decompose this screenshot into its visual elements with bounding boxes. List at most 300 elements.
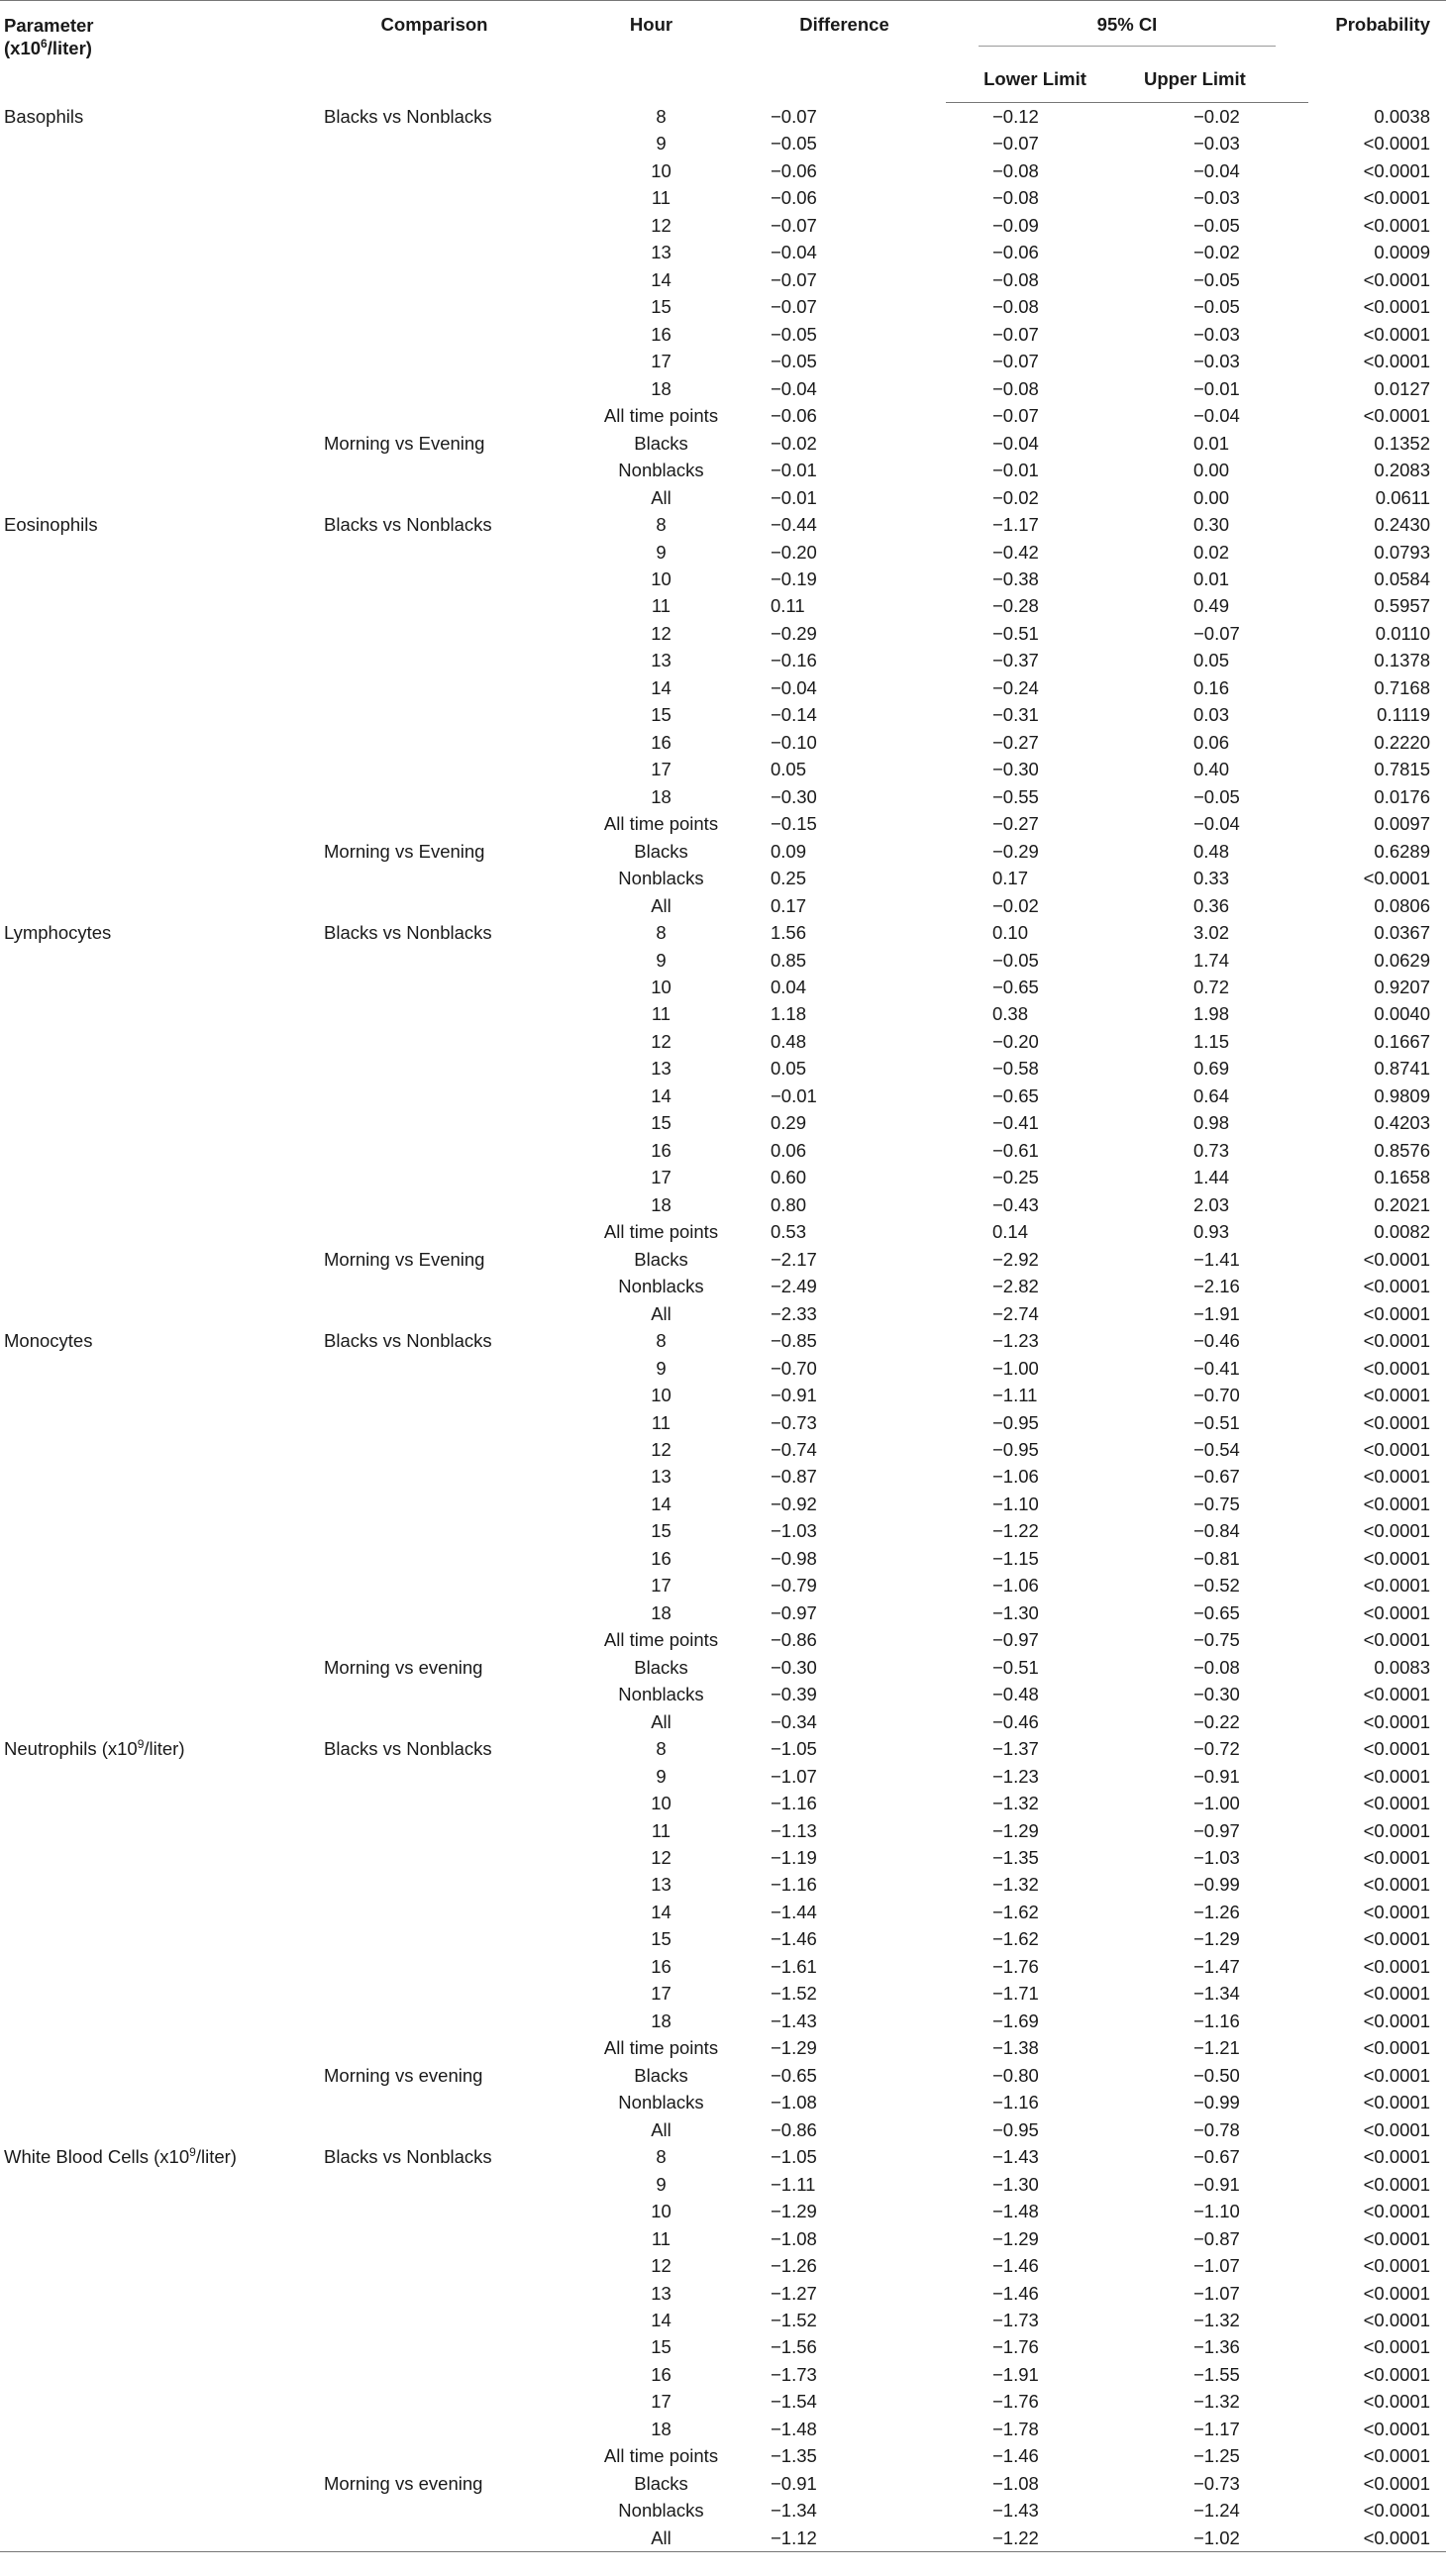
probability-cell: 0.0806 bbox=[1374, 894, 1430, 916]
lower-limit-cell: −1.29 bbox=[992, 1819, 1039, 1841]
upper-limit-cell: −0.91 bbox=[1193, 2173, 1240, 2195]
header-parameter-unit-exp: 6 bbox=[41, 36, 48, 51]
difference-cell: −0.39 bbox=[771, 1684, 817, 1705]
probability-cell: <0.0001 bbox=[1363, 2201, 1430, 2222]
parameter-label: Basophils bbox=[4, 105, 84, 127]
difference-cell: −0.07 bbox=[771, 105, 817, 127]
parameter-cell bbox=[0, 2497, 309, 2524]
comparison-cell bbox=[309, 1708, 560, 1735]
probability-cell: <0.0001 bbox=[1363, 1438, 1430, 1460]
difference-cell: −0.70 bbox=[771, 1357, 817, 1379]
comparison-cell bbox=[309, 239, 560, 265]
table-row bbox=[0, 1382, 1446, 1408]
lower-limit-cell: −0.41 bbox=[992, 1112, 1039, 1134]
comparison-cell: Morning vs evening bbox=[324, 2064, 483, 2086]
probability-cell: 0.1352 bbox=[1374, 432, 1430, 454]
parameter-cell bbox=[0, 1572, 309, 1598]
difference-cell: 0.04 bbox=[771, 977, 807, 997]
table-row bbox=[0, 674, 1446, 701]
lower-limit-cell: −1.11 bbox=[992, 1385, 1038, 1406]
parameter-cell bbox=[0, 674, 309, 701]
comparison-cell bbox=[309, 184, 560, 211]
header-lower-limit: Lower Limit bbox=[946, 52, 1124, 103]
parameter-cell bbox=[0, 1517, 309, 1544]
comparison-cell bbox=[309, 974, 560, 1000]
parameter-cell bbox=[0, 2171, 309, 2198]
upper-limit-cell: −0.75 bbox=[1193, 1629, 1240, 1651]
table-row bbox=[0, 947, 1446, 974]
probability-cell: 0.9207 bbox=[1374, 977, 1430, 997]
comparison-cell: Blacks vs Nonblacks bbox=[324, 1330, 492, 1352]
table-row bbox=[0, 1273, 1446, 1299]
probability-cell: <0.0001 bbox=[1363, 1901, 1430, 1922]
upper-limit-cell: −1.10 bbox=[1193, 2201, 1240, 2222]
probability-cell: <0.0001 bbox=[1363, 1302, 1430, 1324]
upper-limit-cell: 0.30 bbox=[1193, 514, 1230, 536]
lower-limit-cell: −1.30 bbox=[992, 1601, 1039, 1623]
upper-limit-cell: −0.78 bbox=[1193, 2118, 1240, 2140]
upper-limit-cell: −0.08 bbox=[1193, 1656, 1240, 1678]
upper-limit-cell: −0.97 bbox=[1193, 1819, 1240, 1841]
probability-cell: 0.0038 bbox=[1374, 105, 1430, 127]
upper-limit-cell: 0.73 bbox=[1193, 1139, 1230, 1161]
parameter-cell bbox=[0, 2252, 309, 2279]
upper-limit-cell: −0.05 bbox=[1193, 296, 1240, 318]
comparison-cell bbox=[309, 892, 560, 919]
table-row bbox=[0, 2524, 1446, 2552]
lower-limit-cell: −1.17 bbox=[992, 514, 1039, 536]
comparison-cell bbox=[309, 1572, 560, 1598]
table-row bbox=[0, 1246, 1446, 1273]
probability-cell: <0.0001 bbox=[1363, 2472, 1430, 2494]
parameter-unit-suffix: /liter) bbox=[195, 2146, 237, 2168]
parameter-cell bbox=[0, 484, 309, 511]
table-row bbox=[0, 1137, 1446, 1164]
parameter-cell bbox=[0, 1545, 309, 1572]
probability-cell: 0.1119 bbox=[1377, 704, 1430, 726]
hour-cell: Nonblacks bbox=[618, 2500, 704, 2522]
parameter-cell bbox=[0, 1599, 309, 1626]
lower-limit-cell: −0.43 bbox=[992, 1193, 1039, 1215]
hour-cell: 10 bbox=[651, 159, 671, 181]
upper-limit-cell: −1.47 bbox=[1193, 1955, 1240, 1977]
hour-cell: 15 bbox=[651, 1520, 671, 1542]
probability-cell: 0.0097 bbox=[1374, 813, 1430, 835]
table-row bbox=[0, 2034, 1446, 2061]
lower-limit-cell: −0.08 bbox=[992, 187, 1039, 209]
probability-cell: 0.7815 bbox=[1374, 759, 1430, 780]
upper-limit-cell: −0.99 bbox=[1193, 2092, 1240, 2113]
probability-cell: 0.0584 bbox=[1374, 567, 1430, 589]
hour-cell: 17 bbox=[651, 1167, 671, 1188]
comparison-cell bbox=[309, 1463, 560, 1490]
parameter-cell bbox=[0, 1681, 309, 1707]
difference-cell: 0.53 bbox=[771, 1221, 807, 1243]
hour-cell: All time points bbox=[603, 405, 719, 427]
parameter-cell bbox=[0, 1953, 309, 1980]
comparison-cell bbox=[309, 2524, 560, 2552]
parameter-cell bbox=[0, 321, 309, 348]
parameter-cell bbox=[0, 539, 309, 566]
comparison-cell bbox=[309, 2008, 560, 2034]
table-row bbox=[0, 783, 1446, 810]
difference-cell: −1.52 bbox=[771, 1983, 817, 2005]
lower-limit-cell: −0.08 bbox=[992, 268, 1039, 290]
probability-cell: <0.0001 bbox=[1363, 2146, 1430, 2168]
upper-limit-cell: −0.67 bbox=[1193, 2146, 1240, 2168]
parameter-label: Lymphocytes bbox=[4, 922, 112, 944]
header-parameter-unit-suffix: /liter) bbox=[47, 38, 92, 58]
hour-cell: 10 bbox=[651, 2201, 671, 2222]
table-row bbox=[0, 620, 1446, 647]
difference-cell: −1.07 bbox=[771, 1765, 817, 1787]
table-row bbox=[0, 402, 1446, 429]
difference-cell: −0.74 bbox=[771, 1438, 817, 1460]
difference-cell: −0.30 bbox=[771, 785, 817, 807]
hour-cell: All bbox=[651, 1710, 671, 1732]
upper-limit-cell: −1.55 bbox=[1193, 2363, 1240, 2385]
table-row bbox=[0, 2225, 1446, 2252]
probability-cell: <0.0001 bbox=[1363, 2363, 1430, 2385]
parameter-label: White Blood Cells (x10 bbox=[4, 2146, 190, 2168]
lower-limit-cell: −0.95 bbox=[992, 2118, 1039, 2140]
table-row bbox=[0, 2062, 1446, 2089]
table-row bbox=[0, 484, 1446, 511]
lower-limit-cell: −0.61 bbox=[992, 1139, 1039, 1161]
table-row bbox=[0, 1000, 1446, 1027]
table-row bbox=[0, 2143, 1446, 2170]
hour-cell: 13 bbox=[651, 242, 671, 263]
probability-cell: <0.0001 bbox=[1363, 1547, 1430, 1569]
comparison-cell bbox=[309, 1082, 560, 1109]
lower-limit-cell: −1.78 bbox=[992, 2418, 1039, 2439]
difference-cell: 0.05 bbox=[771, 759, 807, 780]
parameter-cell bbox=[0, 2470, 309, 2497]
lower-limit-cell: −0.07 bbox=[992, 133, 1039, 155]
probability-cell: 0.9809 bbox=[1374, 1084, 1430, 1106]
comparison-cell bbox=[309, 130, 560, 156]
table-row bbox=[0, 2116, 1446, 2143]
parameter-cell bbox=[0, 1871, 309, 1898]
comparison-cell bbox=[309, 1300, 560, 1327]
parameter-unit-exp: 9 bbox=[137, 1736, 145, 1751]
table-row bbox=[0, 1626, 1446, 1653]
comparison-cell bbox=[309, 293, 560, 320]
lower-limit-cell: −0.20 bbox=[992, 1030, 1039, 1052]
difference-cell: −1.13 bbox=[771, 1819, 817, 1841]
table-row bbox=[0, 2307, 1446, 2333]
difference-cell: −0.91 bbox=[771, 1385, 817, 1406]
probability-cell: 0.0367 bbox=[1374, 922, 1430, 944]
upper-limit-cell: −0.50 bbox=[1193, 2064, 1240, 2086]
difference-cell: −1.16 bbox=[771, 1793, 817, 1814]
lower-limit-cell: −0.08 bbox=[992, 377, 1039, 399]
probability-cell: <0.0001 bbox=[1363, 1357, 1430, 1379]
upper-limit-cell: −0.73 bbox=[1193, 2472, 1240, 2494]
comparison-cell bbox=[309, 2252, 560, 2279]
lower-limit-cell: −0.06 bbox=[992, 242, 1039, 263]
comparison-cell bbox=[309, 674, 560, 701]
comparison-cell: Morning vs Evening bbox=[324, 1248, 485, 1270]
difference-cell: −2.49 bbox=[771, 1276, 817, 1297]
parameter-label: Neutrophils (x10 bbox=[4, 1738, 138, 1760]
upper-limit-cell: −1.21 bbox=[1193, 2037, 1240, 2059]
difference-cell: −1.54 bbox=[771, 2391, 817, 2413]
comparison-cell bbox=[309, 402, 560, 429]
parameter-cell bbox=[0, 1763, 309, 1790]
table-row bbox=[0, 1925, 1446, 1952]
probability-cell: 0.0009 bbox=[1374, 242, 1430, 263]
lower-limit-cell: −1.06 bbox=[992, 1466, 1039, 1488]
table-row bbox=[0, 1899, 1446, 1925]
comparison-cell: Morning vs evening bbox=[324, 1656, 483, 1678]
hour-cell: Blacks bbox=[634, 840, 688, 862]
hour-cell: All bbox=[651, 2118, 671, 2140]
probability-cell: <0.0001 bbox=[1363, 2037, 1430, 2059]
hour-cell: 10 bbox=[651, 567, 671, 589]
lower-limit-cell: −1.22 bbox=[992, 1520, 1039, 1542]
table-row bbox=[0, 1980, 1446, 2007]
parameter-cell bbox=[0, 701, 309, 728]
comparison-cell bbox=[309, 375, 560, 402]
table-row bbox=[0, 1545, 1446, 1572]
parameter-cell bbox=[0, 1790, 309, 1816]
table-row bbox=[0, 1953, 1446, 1980]
table-header bbox=[0, 1, 1446, 103]
hour-cell: 12 bbox=[651, 622, 671, 644]
upper-limit-cell: −1.29 bbox=[1193, 1928, 1240, 1950]
lower-limit-cell: −1.46 bbox=[992, 2282, 1039, 2304]
table-row bbox=[0, 1055, 1446, 1082]
comparison-cell bbox=[309, 484, 560, 511]
probability-cell: <0.0001 bbox=[1363, 1520, 1430, 1542]
hour-cell: 15 bbox=[651, 2336, 671, 2358]
comparison-cell bbox=[309, 2034, 560, 2061]
parameter-cell bbox=[0, 1735, 309, 1762]
comparison-cell bbox=[309, 321, 560, 348]
comparison-cell bbox=[309, 2497, 560, 2524]
table-row bbox=[0, 239, 1446, 265]
header-ci bbox=[946, 1, 1308, 52]
difference-cell: −0.86 bbox=[771, 2118, 817, 2140]
comparison-cell bbox=[309, 756, 560, 782]
upper-limit-cell: −1.16 bbox=[1193, 2009, 1240, 2031]
upper-limit-cell: −0.05 bbox=[1193, 268, 1240, 290]
difference-cell: −0.86 bbox=[771, 1629, 817, 1651]
table-row bbox=[0, 430, 1446, 457]
comparison-cell bbox=[309, 2225, 560, 2252]
table-row bbox=[0, 592, 1446, 619]
hour-cell: 11 bbox=[651, 1819, 671, 1841]
probability-cell: 0.1378 bbox=[1374, 650, 1430, 671]
lower-limit-cell: −1.32 bbox=[992, 1793, 1039, 1814]
upper-limit-cell: 0.98 bbox=[1193, 1112, 1230, 1134]
probability-cell: <0.0001 bbox=[1363, 2391, 1430, 2413]
upper-limit-cell: 0.01 bbox=[1193, 432, 1230, 454]
upper-limit-cell: −1.36 bbox=[1193, 2336, 1240, 2358]
parameter-cell bbox=[0, 2089, 309, 2115]
table-row bbox=[0, 2198, 1446, 2224]
probability-cell: <0.0001 bbox=[1363, 2118, 1430, 2140]
parameter-cell bbox=[0, 974, 309, 1000]
parameter-cell bbox=[0, 293, 309, 320]
comparison-cell bbox=[309, 566, 560, 592]
probability-cell: <0.0001 bbox=[1363, 2064, 1430, 2086]
lower-limit-cell: −0.31 bbox=[992, 704, 1039, 726]
difference-cell: −0.05 bbox=[771, 323, 817, 345]
probability-cell: <0.0001 bbox=[1363, 1819, 1430, 1841]
table-row bbox=[0, 184, 1446, 211]
comparison-cell bbox=[309, 1790, 560, 1816]
upper-limit-cell: −0.07 bbox=[1193, 622, 1240, 644]
lower-limit-cell: −0.37 bbox=[992, 650, 1039, 671]
difference-cell: −1.56 bbox=[771, 2336, 817, 2358]
upper-limit-cell: −0.04 bbox=[1193, 813, 1240, 835]
lower-limit-cell: −0.08 bbox=[992, 159, 1039, 181]
lower-limit-cell: −0.09 bbox=[992, 214, 1039, 236]
table-row bbox=[0, 1654, 1446, 1681]
comparison-cell: Blacks vs Nonblacks bbox=[324, 1738, 492, 1760]
parameter-cell bbox=[0, 1300, 309, 1327]
lower-limit-cell: −0.02 bbox=[992, 894, 1039, 916]
difference-cell: −1.12 bbox=[743, 2524, 946, 2552]
comparison-cell: Blacks vs Nonblacks bbox=[324, 2146, 492, 2168]
comparison-cell bbox=[309, 1599, 560, 1626]
parameter-cell bbox=[0, 184, 309, 211]
header-parameter-unit-prefix: (x10 bbox=[4, 38, 42, 58]
lower-limit-cell: −0.48 bbox=[992, 1684, 1039, 1705]
hour-cell: Blacks bbox=[634, 1248, 688, 1270]
hour-cell: 12 bbox=[651, 2255, 671, 2277]
hour-cell: 11 bbox=[651, 1003, 671, 1025]
lower-limit-cell: −1.76 bbox=[992, 2391, 1039, 2413]
difference-cell: −0.04 bbox=[771, 377, 817, 399]
difference-cell: −0.91 bbox=[771, 2472, 817, 2494]
lower-limit-cell: −1.23 bbox=[992, 1330, 1039, 1352]
probability-cell: <0.0001 bbox=[1363, 2092, 1430, 2113]
table-row bbox=[0, 1572, 1446, 1598]
probability-cell: <0.0001 bbox=[1363, 2309, 1430, 2330]
probability-cell: <0.0001 bbox=[1363, 1601, 1430, 1623]
lower-limit-cell: −2.74 bbox=[992, 1302, 1039, 1324]
lower-limit-cell: −0.27 bbox=[992, 731, 1039, 753]
probability-cell: <0.0001 bbox=[1363, 1466, 1430, 1488]
hour-cell: 18 bbox=[651, 2009, 671, 2031]
comparison-cell bbox=[309, 2361, 560, 2388]
table-row bbox=[0, 1599, 1446, 1626]
lower-limit-cell: −0.65 bbox=[992, 977, 1039, 997]
parameter-cell bbox=[0, 2198, 309, 2224]
parameter-label: Eosinophils bbox=[4, 514, 98, 536]
hour-cell: 17 bbox=[651, 1575, 671, 1597]
hour-cell: All time points bbox=[603, 1221, 719, 1243]
upper-limit-cell: −0.41 bbox=[1193, 1357, 1240, 1379]
probability-cell: <0.0001 bbox=[1363, 1575, 1430, 1597]
probability-cell: <0.0001 bbox=[1363, 1385, 1430, 1406]
probability-cell: 0.2220 bbox=[1374, 731, 1430, 753]
probability-cell: <0.0001 bbox=[1363, 296, 1430, 318]
lower-limit-cell: −2.82 bbox=[992, 1276, 1039, 1297]
table-row bbox=[0, 919, 1446, 946]
probability-cell: 0.0082 bbox=[1374, 1221, 1430, 1243]
lower-limit-cell: −0.30 bbox=[992, 759, 1039, 780]
probability-cell: <0.0001 bbox=[1363, 1955, 1430, 1977]
parameter-cell bbox=[0, 756, 309, 782]
upper-limit-cell: −0.65 bbox=[1193, 1601, 1240, 1623]
hour-cell: 13 bbox=[651, 1466, 671, 1488]
difference-cell: −0.87 bbox=[771, 1466, 817, 1488]
lower-limit-cell: −0.01 bbox=[992, 460, 1039, 481]
upper-limit-cell: −1.32 bbox=[1193, 2391, 1240, 2413]
hour-cell: Blacks bbox=[634, 2064, 688, 2086]
table-row bbox=[0, 130, 1446, 156]
lower-limit-cell: −0.97 bbox=[992, 1629, 1039, 1651]
upper-limit-cell: −0.03 bbox=[1193, 133, 1240, 155]
probability-cell: <0.0001 bbox=[1363, 1330, 1430, 1352]
comparison-cell bbox=[309, 1273, 560, 1299]
table-row bbox=[0, 2388, 1446, 2415]
table-row bbox=[0, 293, 1446, 320]
table-row bbox=[0, 539, 1446, 566]
parameter-cell bbox=[0, 2307, 309, 2333]
difference-cell: 0.80 bbox=[771, 1193, 807, 1215]
upper-limit-cell: −0.84 bbox=[1193, 1520, 1240, 1542]
lower-limit-cell: 0.10 bbox=[992, 922, 1029, 944]
hour-cell: 11 bbox=[651, 1411, 671, 1433]
parameter-cell bbox=[0, 2524, 309, 2552]
difference-cell: −0.29 bbox=[771, 622, 817, 644]
parameter-cell bbox=[0, 2442, 309, 2469]
parameter-label: Monocytes bbox=[4, 1330, 93, 1352]
upper-limit-cell: −1.32 bbox=[1193, 2309, 1240, 2330]
difference-cell: −0.10 bbox=[771, 731, 817, 753]
lower-limit-cell: −1.46 bbox=[992, 2445, 1039, 2467]
parameter-cell bbox=[0, 1218, 309, 1245]
difference-cell: 0.17 bbox=[771, 894, 807, 916]
hour-cell: 16 bbox=[651, 1547, 671, 1569]
comparison-cell bbox=[309, 2442, 560, 2469]
table-row bbox=[0, 729, 1446, 756]
hour-cell: All bbox=[651, 486, 671, 508]
probability-cell: <0.0001 bbox=[1363, 214, 1430, 236]
comparison-cell bbox=[309, 1355, 560, 1382]
difference-cell: −1.73 bbox=[771, 2363, 817, 2385]
comparison-cell bbox=[309, 1980, 560, 2007]
table-row bbox=[0, 2416, 1446, 2442]
table-row bbox=[0, 1844, 1446, 1871]
hour-cell: 15 bbox=[651, 1112, 671, 1134]
header-hour: Hour bbox=[629, 14, 673, 35]
parameter-cell bbox=[0, 130, 309, 156]
comparison-cell bbox=[309, 2171, 560, 2198]
parameter-cell bbox=[0, 592, 309, 619]
parameter-cell bbox=[0, 239, 309, 265]
hour-cell: 18 bbox=[651, 377, 671, 399]
probability-cell: <0.0001 bbox=[1363, 2500, 1430, 2522]
comparison-cell bbox=[309, 1409, 560, 1436]
table-row bbox=[0, 511, 1446, 538]
table-row bbox=[0, 1327, 1446, 1354]
probability-cell: <0.0001 bbox=[1363, 868, 1430, 889]
hour-cell: 13 bbox=[651, 1874, 671, 1896]
lower-limit-cell: −1.43 bbox=[992, 2500, 1039, 2522]
probability-cell: <0.0001 bbox=[1363, 2336, 1430, 2358]
hour-cell: 14 bbox=[651, 676, 671, 698]
table-row bbox=[0, 157, 1446, 184]
parameter-cell bbox=[0, 430, 309, 457]
comparison-cell bbox=[309, 647, 560, 673]
parameter-unit-suffix: /liter) bbox=[144, 1738, 185, 1760]
